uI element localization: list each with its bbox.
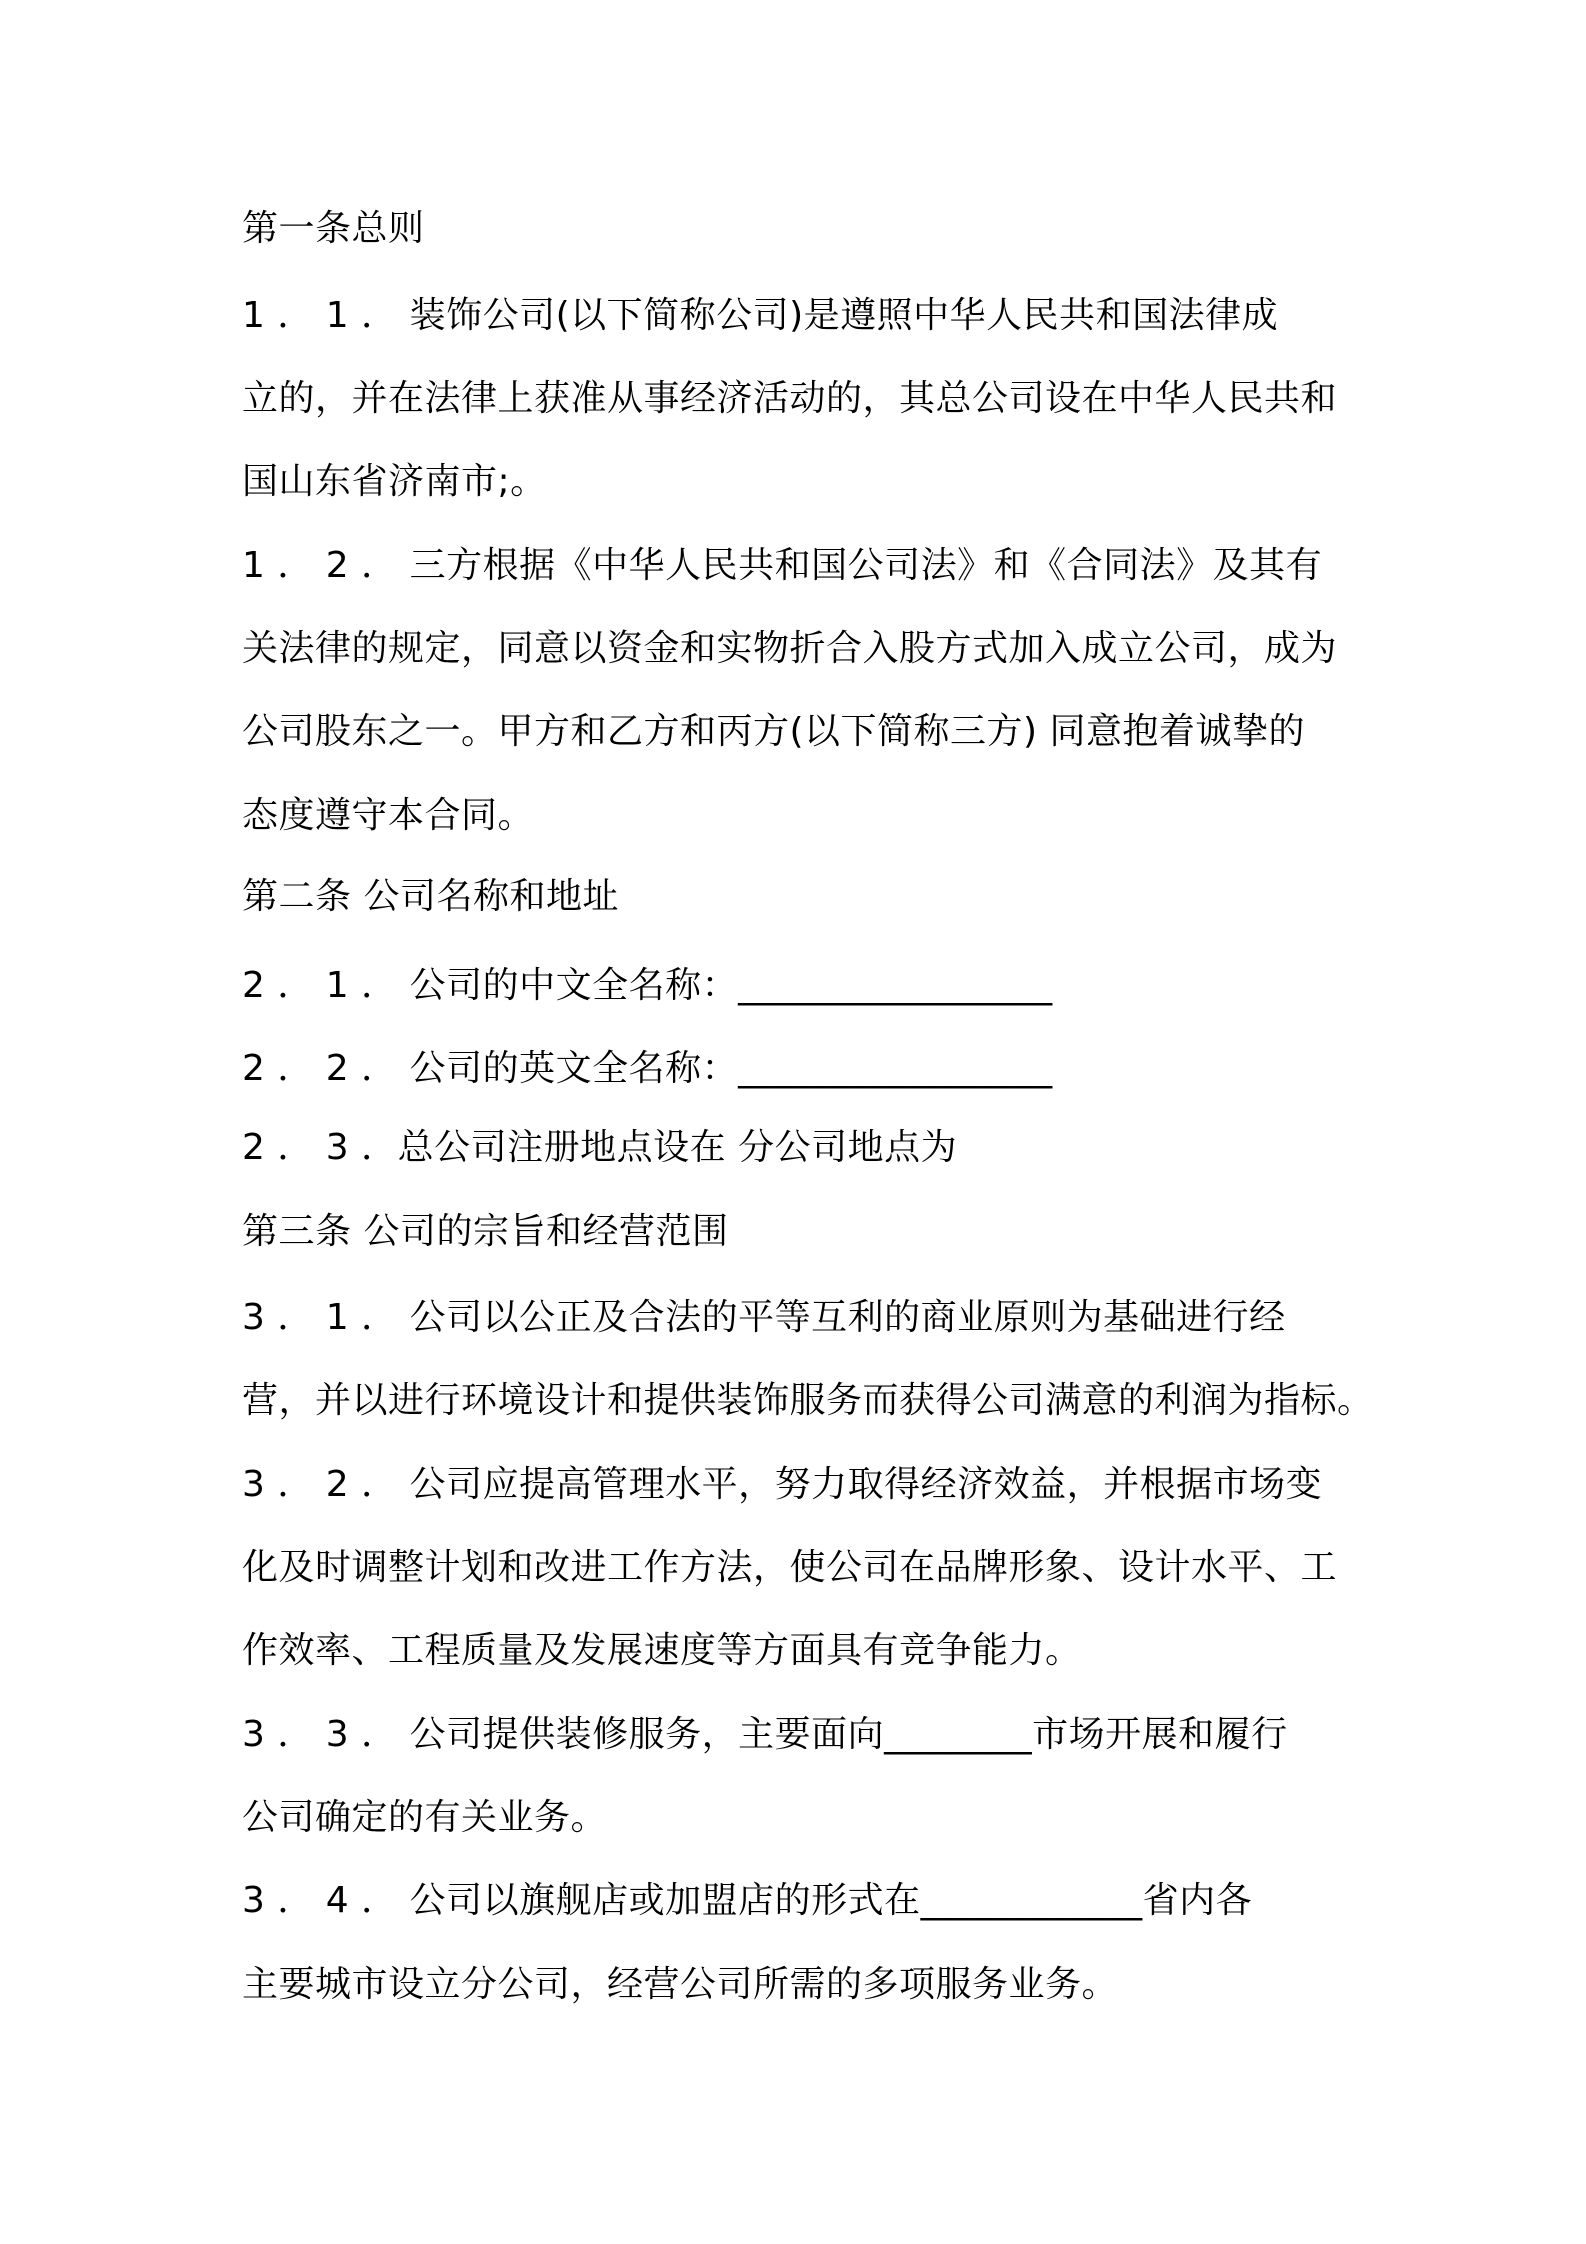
clause-1-1-line-2: 立的，并在法律上获准从事经济活动的，其总公司设在中华人民共和 — [242, 378, 1338, 419]
article-2-heading: 第二条 公司名称和地址 — [242, 876, 619, 917]
clause-3-4-line-2: 主要城市设立分公司，经营公司所需的多项服务业务。 — [242, 1964, 1119, 2005]
clause-3-2-line-2: 化及时调整计划和改进工作方法，使公司在品牌形象、设计水平、工 — [242, 1547, 1338, 1588]
clause-1-2-line-2: 关法律的规定，同意以资金和实物折合入股方式加入成立公司，成为 — [242, 628, 1338, 669]
clause-1-2-line-4: 态度遵守本合同。 — [242, 795, 535, 836]
clause-2-1: 2 ． 1 ． 公司的中文全名称：_________________ — [242, 965, 1053, 1006]
clause-3-2-line-3: 作效率、工程质量及发展速度等方面具有竞争能力。 — [242, 1630, 1082, 1671]
clause-1-2-line-3: 公司股东之一。甲方和乙方和丙方(以下简称三方) 同意抱着诚挚的 — [242, 711, 1306, 752]
article-1-heading: 第一条总则 — [242, 208, 425, 249]
clause-2-3: 2 ． 3 ．总公司注册地点设在 分公司地点为 — [242, 1127, 958, 1168]
clause-1-1-line-1: 1 ． 1 ． 装饰公司(以下简称公司)是遵照中华人民共和国法律成 — [242, 295, 1279, 336]
clause-3-4-line-1: 3 ． 4 ． 公司以旗舰店或加盟店的形式在____________省内各 — [242, 1880, 1253, 1921]
clause-3-1-line-1: 3 ． 1 ． 公司以公正及合法的平等互利的商业原则为基础进行经 — [242, 1297, 1286, 1338]
clause-1-1-line-3: 国山东省济南市;。 — [242, 461, 547, 502]
clause-3-3-line-2: 公司确定的有关业务。 — [242, 1797, 608, 1838]
clause-3-1-line-2: 营，并以进行环境设计和提供装饰服务而获得公司满意的利润为指标。 — [242, 1380, 1374, 1421]
clause-2-2: 2 ． 2 ． 公司的英文全名称：_________________ — [242, 1048, 1053, 1089]
clause-1-2-line-1: 1 ． 2 ． 三方根据《中华人民共和国公司法》和《合同法》及其有 — [242, 545, 1323, 586]
clause-3-2-line-1: 3 ． 2 ． 公司应提高管理水平，努力取得经济效益，并根据市场变 — [242, 1464, 1323, 1505]
clause-3-3-line-1: 3 ． 3 ． 公司提供装修服务，主要面向________市场开展和履行 — [242, 1714, 1288, 1755]
article-3-heading: 第三条 公司的宗旨和经营范围 — [242, 1211, 729, 1252]
